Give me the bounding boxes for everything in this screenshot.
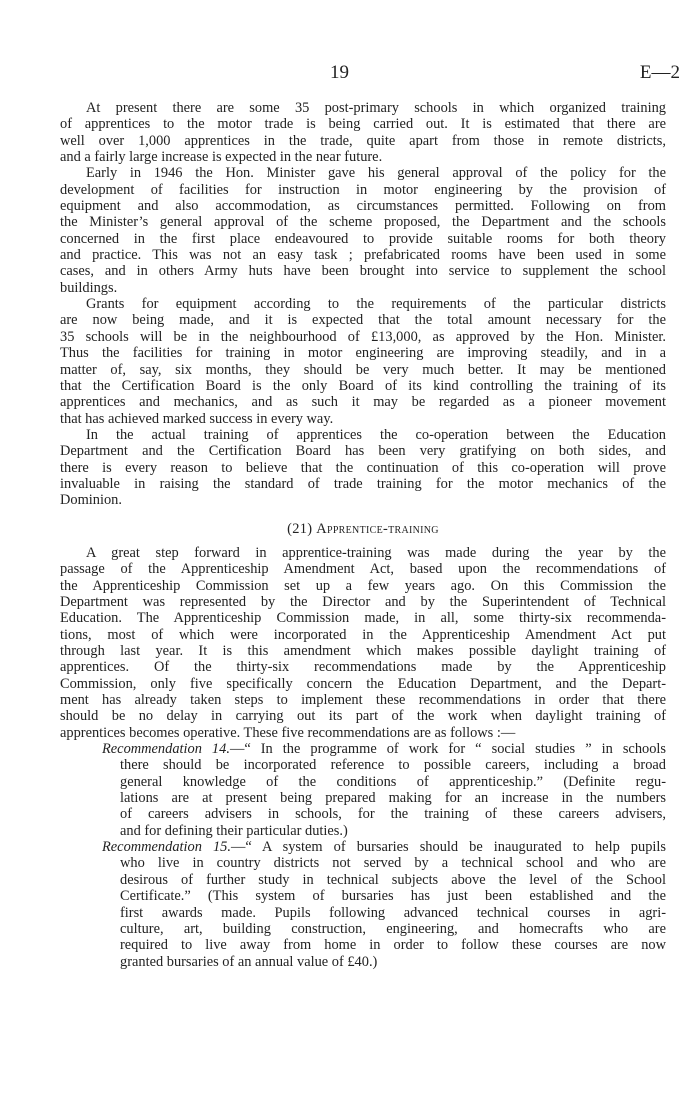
- text-line: there is every reason to believe that the continuation of this co-operation will prove: [60, 459, 666, 476]
- text-line: culture, art, building construction, engineering, and homecrafts who are: [120, 920, 666, 937]
- text-line: cases, and in others Army huts have been brought into service to supplement the school: [60, 263, 666, 280]
- page-header: [0, 62, 700, 86]
- page-number: 19: [330, 62, 349, 83]
- text-line: the Minister’s general approval of the scheme proposed, the Department and the schools: [60, 214, 666, 231]
- text-line: are now being made, and it is expected that the total amount necessary for the: [60, 312, 666, 329]
- text-line: the Apprenticeship Commission set up a few years ago. On this Commission the: [60, 577, 666, 594]
- text-line: tions, most of which were incorporated in the Apprenticeship Amendment Act put: [60, 626, 666, 643]
- text-line: lations are at present being prepared making for an increase in the numbers: [120, 790, 666, 807]
- text-line: Grants for equipment according to the requirements of the particular districts: [86, 296, 666, 313]
- text-line: that has achieved marked success in every way.: [60, 410, 334, 427]
- text-line: buildings.: [60, 279, 118, 296]
- text-line: well over 1,000 apprentices in the trade, quite apart from those in remote districts,: [60, 132, 666, 149]
- text-line: passage of the Apprenticeship Amendment Act, based upon the recommendations of: [60, 561, 666, 578]
- text-line: Dominion.: [60, 492, 122, 509]
- text-line: that the Certification Board is the only Board of its kind controlling the training of its: [60, 377, 666, 394]
- text-line: Commission, only five specifically concern the Education Department, and the Depart-: [60, 675, 666, 692]
- text-line: matter of, say, six months, they should be very much better. It may be mentioned: [60, 361, 666, 378]
- section-number: (21): [287, 520, 313, 537]
- text-line: there should be incorporated reference to possible careers, including a broad: [120, 757, 666, 774]
- text-line: apprentices and mechanics, and as such it may be regarded as a pioneer movement: [60, 394, 666, 411]
- text-line: equipment and also accommodation, as circumstances permitted. Following on from: [60, 198, 666, 215]
- text-line: and practice. This was not an easy task ; prefabricated rooms have been used in some: [60, 247, 666, 264]
- text-line: who live in country districts not served by a technical school and who are: [120, 855, 666, 872]
- text-line: and for defining their particular duties.): [120, 822, 348, 839]
- text-line: general knowledge of the conditions of apprenticeship.” (Definite regu-: [120, 773, 666, 790]
- text-line: Certificate.” (This system of bursaries has just been established and the: [120, 888, 666, 905]
- paragraph-4: [60, 427, 666, 509]
- text-line: At present there are some 35 post-primary schools in which organized training: [86, 100, 666, 116]
- recommendation-label: Recommendation 15.: [102, 839, 231, 856]
- paragraph-2: [60, 165, 666, 296]
- text-line: concerned in the first place endeavoured to provide suitable rooms for both theory: [60, 230, 666, 247]
- text-line: desirous of further study in technical subjects above the level of the School: [120, 871, 666, 888]
- text-line: In the actual training of apprentices the co-operation between the Education: [86, 426, 666, 443]
- document-body: [60, 100, 666, 970]
- text-line: invaluable in raising the standard of trade training for the motor mechanics of the: [60, 475, 666, 492]
- recommendation-text: —“ In the programme of work for “ social studies ” in schools: [229, 741, 667, 758]
- recommendation-label: Recommendation 14.: [102, 741, 230, 758]
- text-line: Early in 1946 the Hon. Minister gave his general approval of the policy for the: [86, 165, 666, 182]
- paragraph-5: [60, 545, 666, 741]
- text-line: Department was represented by the Director and by the Superintendent of Technical: [60, 593, 666, 610]
- paragraph-3: [60, 296, 666, 427]
- page-code: E—2: [639, 62, 680, 83]
- section-heading: [60, 521, 666, 537]
- section-title: Apprentice-training: [316, 520, 439, 537]
- text-line: through last year. It is this amendment which makes possible daylight training of: [60, 643, 666, 659]
- recommendation-15: [60, 839, 666, 970]
- text-line: 35 schools will be in the neighbourhood of £13,000, as approved by the Hon. Minister.: [60, 328, 666, 345]
- text-line: Education. The Apprenticeship Commission made, in all, some thirty-six recommenda-: [60, 610, 666, 627]
- text-line: apprentices becomes operative. These five recommendations are as follows :—: [60, 724, 516, 741]
- text-line: of careers advisers in schools, for the training of these careers advisers,: [120, 806, 666, 823]
- text-line: apprentices. Of the thirty-six recommendations made by the Apprenticeship: [60, 659, 666, 676]
- text-line: of apprentices to the motor trade is being carried out. It is estimated that there are: [60, 116, 666, 133]
- recommendation-14: [60, 741, 666, 839]
- text-line: required to live away from home in order to follow these courses are now: [120, 937, 666, 954]
- text-line: and a fairly large increase is expected in the near future.: [60, 149, 383, 166]
- text-line: Thus the facilities for training in motor engineering are improving steadily, and in a: [60, 345, 666, 362]
- text-line: ment has already taken steps to implement these recommendations in order that there: [60, 692, 666, 709]
- recommendation-first-line: [102, 741, 666, 757]
- text-line: A great step forward in apprentice-training was made during the year by the: [86, 544, 666, 561]
- text-line: development of facilities for instruction in motor engineering by the provision of: [60, 181, 666, 198]
- paragraph-1: [60, 100, 666, 165]
- text-line: Department and the Certification Board has been very gratifying on both sides, and: [60, 443, 666, 460]
- text-line: granted bursaries of an annual value of £40.): [120, 953, 378, 970]
- recommendation-text: —“ A system of bursaries should be inaugurated to help pupils: [230, 839, 666, 856]
- text-line: first awards made. Pupils following advanced technical courses in agri-: [120, 904, 666, 921]
- text-line: should be no delay in carrying out its part of the work when daylight training of: [60, 708, 666, 725]
- recommendation-first-line: [102, 839, 666, 855]
